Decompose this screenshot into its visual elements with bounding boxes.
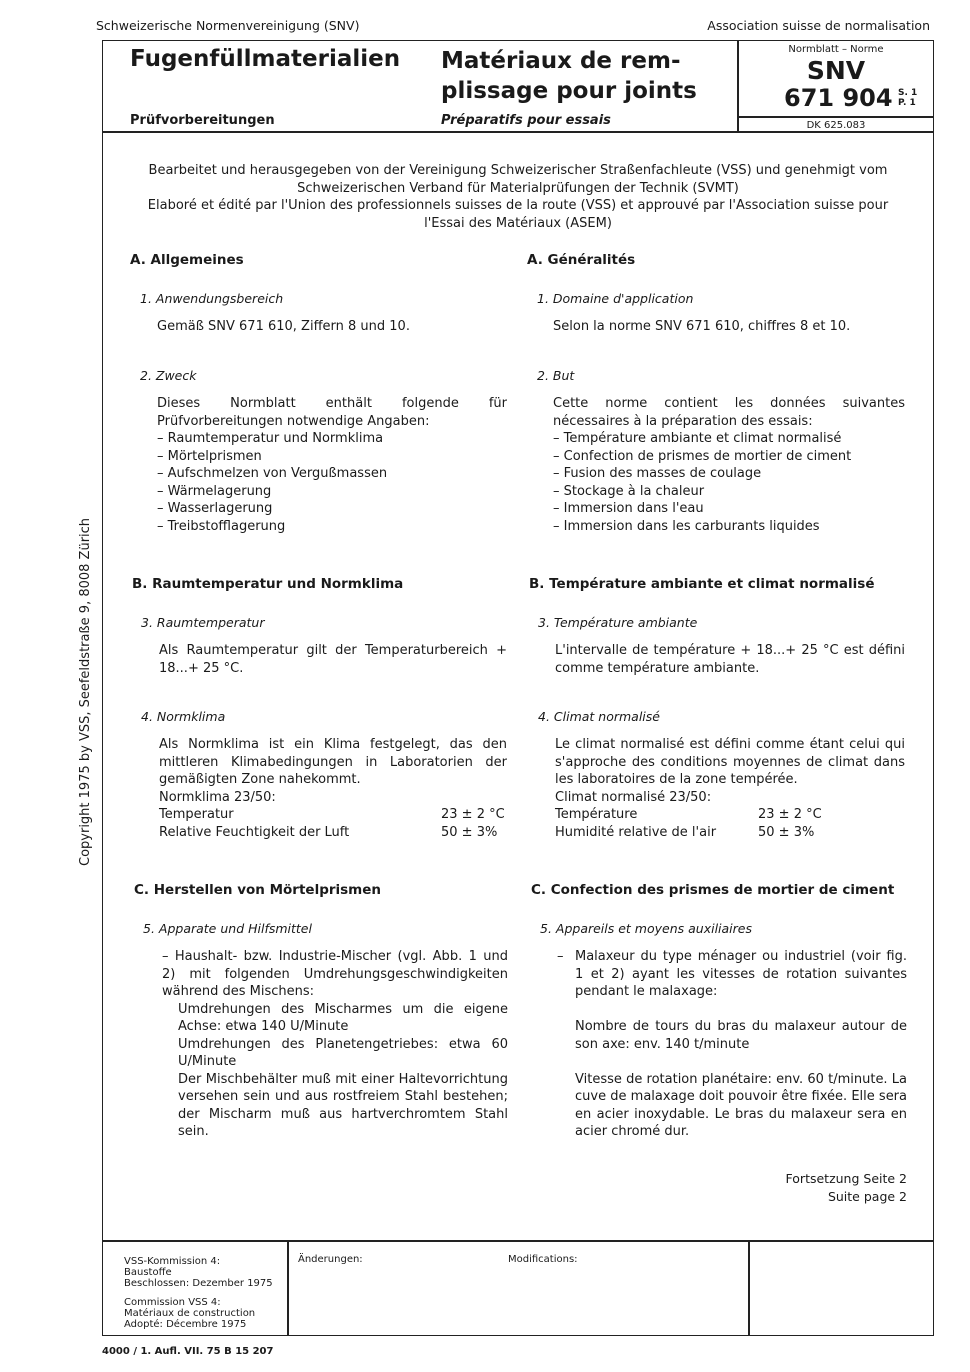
title-fr: Matériaux de rem- plissage pour joints (441, 48, 697, 104)
s4-title-fr: 4. Climat normalisé (538, 709, 660, 724)
s1-text-de: Gemäß SNV 671 610, Ziffern 8 und 10. (157, 319, 410, 334)
title-de: Fugenfüllmaterialien (130, 46, 401, 72)
s3-text-de: Als Raumtemperatur gilt der Temperaturbereich + 18...+ 25 °C. (159, 643, 507, 676)
s2-text-de: Dieses Normblatt enthält folgende für Prüfvorbereitungen notwendige Angaben: – Raumtemperatur und Normklima – Mörtelprismen – Aufschmelzen von Vergußmassen – Wärmelagerung – Wasserlagerung – Treibstofflagerung (157, 396, 507, 534)
section-b-de: B. Raumtemperatur und Normklima (132, 576, 404, 592)
normblatt-label: Normblatt – Norme (788, 44, 884, 55)
s1-title-fr: 1. Domaine d'application (537, 291, 694, 306)
organization-de: Schweizerische Normenvereinigung (SNV) (96, 18, 360, 33)
intro (128, 162, 908, 232)
section-c-fr: C. Confection des prismes de mortier de ciment (531, 882, 895, 898)
s2-title-fr: 2. But (537, 368, 575, 383)
snv-label: SNV (806, 56, 866, 85)
s5-title-de: 5. Apparate und Hilfsmittel (143, 921, 312, 936)
vss-commission-fr: Commission VSS 4: Matériaux de construction Adopté: Décembre 1975 (124, 1297, 256, 1330)
print-code: 4000 / 1. Aufl. VII. 75 B 15 207 (102, 1346, 274, 1357)
organization-fr: Association suisse de normalisation (707, 18, 930, 33)
copyright-vertical: Copyright 1975 by VSS, Seefeldstraße 9, 8008 Zürich (78, 517, 93, 866)
continuation-note: Fortsetzung Seite 2 Suite page 2 (785, 1171, 907, 1204)
s5-text-de: – Haushalt- bzw. Industrie-Mischer (vgl. Abb. 1 und 2) mit folgenden Umdrehungsgeschwindigkeiten während des Mischens: Umdrehungen des Mischarmes um die eigene Achse: etwa 140 U/Minute Umdrehungen des Planetengetriebes: etwa 60 U/Minute Der Mischbehälter muß mit einer Haltevorrichtung versehen sein und aus rostfreiem Stahl bestehen; der Mischarm muß aus hartverchromtem Stahl sein. (162, 949, 508, 1139)
footer-col-2 (748, 1240, 750, 1336)
header-divider (102, 131, 934, 133)
section-c-de: C. Herstellen von Mörtelprismen (134, 882, 382, 898)
page-indicator: S. 1 P. 1 (898, 88, 918, 108)
s4-text-fr: Le climat normalisé est défini comme étant celui qui s'approche des conditions moyennes de climat dans les laboratoires de la zone tempérée. Climat normalisé 23/50: Température 23 ± 2 °C Humidité relative de l'air 50 ± 3% (555, 737, 905, 840)
footer-col-1 (287, 1240, 289, 1336)
dk-divider (737, 116, 934, 118)
s4-text-de: Als Normklima ist ein Klima festgelegt, das den mittleren Klimabedingungen in Laboratorien der gemäßigten Zone nahekommt. Normklima 23/50: Temperatur 23 ± 2 °C Relative Feuchtigkeit der Luft 50 ± 3% (159, 737, 507, 840)
vss-commission-de: VSS-Kommission 4: Baustoffe Beschlossen: Dezember 1975 (124, 1256, 273, 1289)
s1-title-de: 1. Anwendungsbereich (140, 291, 284, 306)
dk-number: DK 625.083 (806, 120, 866, 131)
s5-title-fr: 5. Appareils et moyens auxiliaires (540, 921, 752, 936)
s3-title-fr: 3. Température ambiante (538, 615, 698, 630)
section-b-fr: B. Température ambiante et climat normalisé (529, 576, 875, 592)
subtitle-de: Prüfvorbereitungen (130, 113, 275, 128)
s2-text-fr: Cette norme contient les données suivantes nécessaires à la préparation des essais: – Température ambiante et climat normalisé – Confection de prismes de mortier de ciment – Fusion des masses de coulage – Stockage à la chaleur – Immersion dans l'eau – Immersion dans les carburants liquides (553, 396, 905, 534)
s3-title-de: 3. Raumtemperatur (141, 615, 265, 630)
footer-divider (102, 1240, 934, 1242)
intro-fr: Elaboré et édité par l'Union des professionnels suisses de la route (VSS) et approuvé par l'Association suisse pour l'Essai des Matériaux (ASEM) (147, 198, 889, 231)
changes-de: Änderungen: (298, 1254, 363, 1265)
s5-text-fr: – Malaxeur du type ménager ou industriel (voir fig. 1 et 2) ayant les vitesses de rotation suivantes pendant le malaxage: Nombre de tours du bras du malaxeur autour de son axe: env. 140 t/minute Vitesse de rotation planétaire: env. 60 t/minute. La cuve de malaxage doit pouvoir être fixée. Elle sera en acier inoxydable. Le bras du malaxeur sera en acier chromé dur. (557, 949, 907, 1139)
intro-de: Bearbeitet und herausgegeben von der Vereinigung Schweizerischer Straßenfachleute (VSS) und genehmigt vom Schweizerischen Verband für Materialprüfungen der Technik (SVMT) (148, 163, 888, 196)
s1-text-fr: Selon la norme SNV 671 610, chiffres 8 et 10. (553, 319, 851, 334)
changes-fr: Modifications: (508, 1254, 578, 1265)
subtitle-fr: Préparatifs pour essais (441, 113, 611, 128)
s2-title-de: 2. Zweck (140, 368, 197, 383)
section-a-fr: A. Généralités (527, 252, 636, 268)
norm-number: 671 904 (784, 84, 893, 112)
section-a-de: A. Allgemeines (130, 252, 244, 268)
s3-text-fr: L'intervalle de température + 18...+ 25 °C est défini comme température ambiante. (555, 643, 905, 676)
page-frame (102, 40, 934, 1336)
s4-title-de: 4. Normklima (141, 709, 226, 724)
